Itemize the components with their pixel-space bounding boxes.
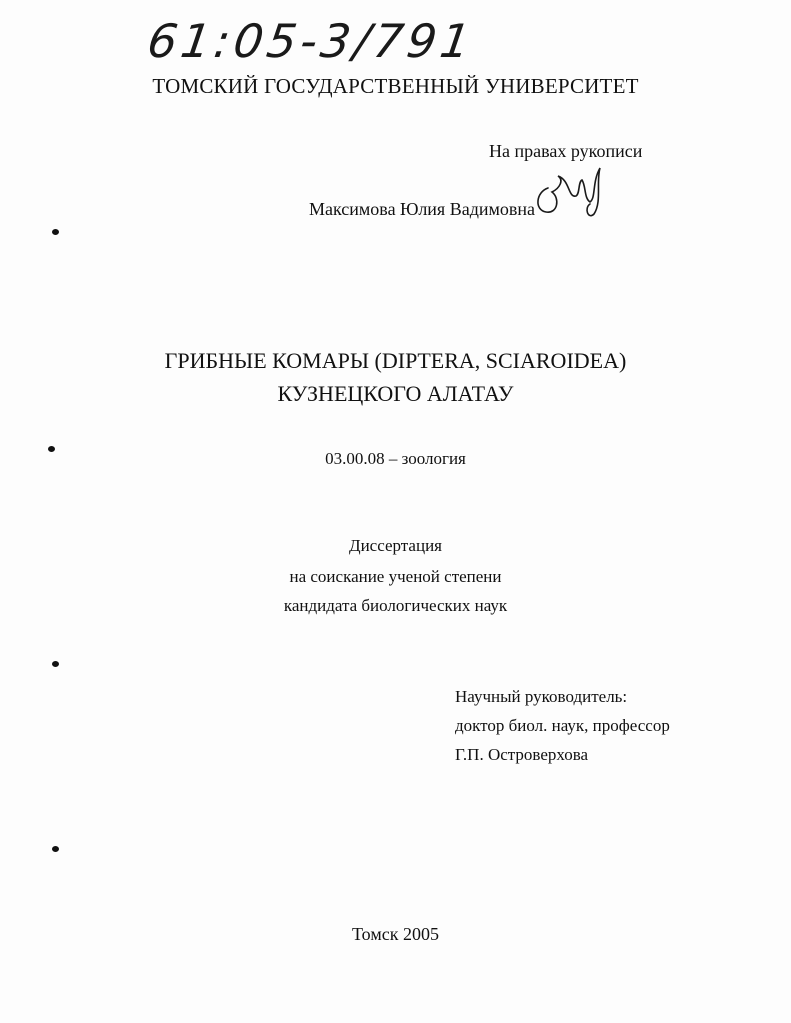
manuscript-rights-note: На правах рукописи	[489, 141, 643, 161]
specialty-code: 03.00.08 – зоология	[325, 449, 466, 468]
degree-name: кандидата биологических наук	[283, 596, 508, 615]
handwritten-stamp-number: 61:05-3/791	[144, 14, 478, 68]
dissertation-title-line2: КУЗНЕЦКОГО АЛАТАУ	[277, 381, 514, 406]
binding-hole-mark	[52, 229, 59, 235]
degree-purpose: на соискание ученой степени	[289, 567, 502, 586]
signature-icon	[530, 158, 610, 220]
supervisor-label: Научный руководитель:	[455, 687, 628, 706]
dissertation-type: Диссертация	[348, 536, 442, 555]
author-name: Максимова Юлия Вадимовна	[309, 199, 536, 219]
supervisor-name: Г.П. Островерхова	[455, 745, 589, 764]
dissertation-title-line1: ГРИБНЫЕ КОМАРЫ (DIPTERA, SCIAROIDEA)	[164, 348, 627, 373]
binding-hole-mark	[52, 661, 59, 667]
city-year: Томск 2005	[352, 924, 439, 944]
binding-hole-mark	[52, 846, 59, 852]
binding-hole-mark	[48, 446, 55, 452]
university-name: ТОМСКИЙ ГОСУДАРСТВЕННЫЙ УНИВЕРСИТЕТ	[152, 74, 639, 98]
supervisor-degree: доктор биол. наук, профессор	[455, 716, 670, 735]
